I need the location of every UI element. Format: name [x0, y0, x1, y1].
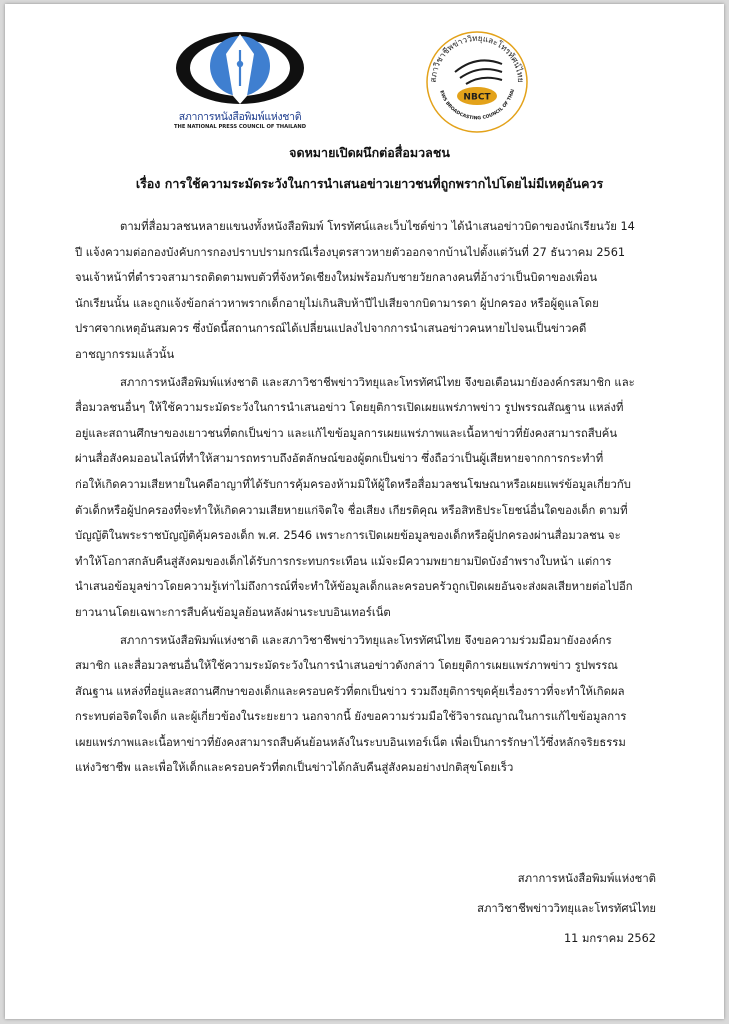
text-line: ปราศจากเหตุอันสมควร ซึ่งบัดนี้สถานการณ์ได้เปลี่ยนแปลงไปจากการนำเสนอข่าวคนหายไปจนเป็นข่าวคดี	[75, 322, 587, 336]
text-line: ยาวนานโดยเฉพาะการสืบค้นข้อมูลย้อนหลังผ่านระบบอินเทอร์เน็ต	[75, 605, 391, 619]
text-line: อาชญากรรมแล้วนั้น	[75, 347, 175, 361]
letter-body	[75, 214, 667, 781]
paragraph-1	[75, 214, 667, 368]
press-council-name-th: สภาการหนังสือพิมพ์แห่งชาติ	[178, 111, 302, 123]
press-council-logo	[170, 26, 310, 138]
eye-pen-emblem	[170, 26, 310, 108]
nbct-arc-en: EWS BROADCASTING COUNCIL OF THAI	[438, 88, 517, 122]
text-line: ตามที่สื่อมวลชนหลายแขนงทั้งหนังสือพิมพ์ โทรทัศน์และเว็บไซต์ข่าว ได้นำเสนอข่าวบิดาของนักเรียนวัย 14	[120, 220, 635, 233]
signature-org-broadcast: สภาวิชาชีพข่าววิทยุและโทรทัศน์ไทย	[477, 902, 656, 915]
paragraph-2	[75, 370, 667, 626]
text-line: ตัวเด็กหรือผู้ปกครองที่จะทำให้เกิดความเสียหายแก่จิตใจ ชื่อเสียง เกียรติคุณ หรือสิทธิประโยชน์อื่นใดของเด็ก ตามที่	[75, 503, 628, 517]
press-council-name-en: THE NATIONAL PRESS COUNCIL OF THAILAND	[173, 124, 307, 130]
text-line: ผ่านสื่อสังคมออนไลน์ที่ทำให้สามารถทราบถึงอัตลักษณ์ของผู้ตกเป็นข่าว ซึ่งถือว่าเป็นผู้เสียหายจากการกระทำที่	[75, 452, 604, 466]
text-line: ก่อให้เกิดความเสียหายในคดีอาญาที่ได้รับการคุ้มครองห้ามมิให้ผู้ใดหรือสื่อมวลชนโฆษณาหรือเผยแพร่ข้อมูลเกี่ยวกับ	[75, 477, 631, 491]
text-line: นำเสนอข้อมูลข่าวโดยความรู้เท่าไม่ถึงการณ์ที่จะทำให้ข้อมูลเด็กและครอบครัวถูกเปิดเผยอันจะส่งผลเสียหายต่อไปอีก	[75, 580, 633, 594]
letter-heading	[5, 142, 729, 196]
nbct-logo	[422, 24, 532, 134]
text-line: สมาชิก และสื่อมวลชนอื่นให้ใช้ความระมัดระวังในการนำเสนอข่าวดังกล่าว โดยยุติการเผยแพร่ภาพข่าว รูปพรรณ	[75, 659, 618, 673]
signature-org-press: สภาการหนังสือพิมพ์แห่งชาติ	[517, 872, 656, 885]
text-line: นักเรียนนั้น และถูกแจ้งข้อกล่าวหาพรากเด็กอายุไม่เกินสิบห้าปีไปเสียจากบิดามารดา ผู้ปกครอง หรือผู้ดูแลโดย	[75, 296, 599, 310]
text-line: สภาการหนังสือพิมพ์แห่งชาติ และสภาวิชาชีพข่าววิทยุและโทรทัศน์ไทย จึงขอความร่วมมือมายังองค์กร	[120, 633, 612, 647]
letter-subject: เรื่อง การใช้ความระมัดระวังในการนำเสนอข่าวเยาวชนที่ถูกพรากไปโดยไม่มีเหตุอันควร	[135, 176, 604, 191]
text-line: สภาการหนังสือพิมพ์แห่งชาติ และสภาวิชาชีพข่าววิทยุและโทรทัศน์ไทย จึงขอเตือนมายังองค์กรสมาชิก และ	[120, 375, 635, 389]
text-line: บัญญัติในพระราชบัญญัติคุ้มครองเด็ก พ.ศ. 2546 เพราะการเปิดเผยข้อมูลของเด็กหรือผู้ปกครองผ่านสื่อมวลชน จะ	[75, 529, 621, 543]
text-line: ปี แจ้งความต่อกองบังคับการกองปราบปรามกรณีเรื่องบุตรสาวหายตัวออกจากบ้านไปตั้งแต่วันที่ 27 ธันวาคม 2561	[75, 245, 626, 259]
text-line: อยู่และสถานศึกษาของเยาวชนที่ตกเป็นข่าว และแก้ไขข้อมูลการเผยแพร่ภาพและเนื้อหาข่าวที่ยังคงสามารถสืบค้น	[75, 426, 618, 440]
text-line: สัณฐาน แหล่งที่อยู่และสถานศึกษาของเด็กและครอบครัวที่ตกเป็นข่าว รวมถึงยุติการขุดคุ้ยเรื่องราวที่จะทำให้เกิดผล	[75, 684, 625, 698]
document-page	[5, 4, 724, 1019]
text-line: กระทบต่อจิตใจเด็ก และผู้เกี่ยวข้องในระยะยาว นอกจากนี้ ยังขอความร่วมมือใช้วิจารณญาณในการแก้ไขข้อมูลการ	[75, 710, 627, 724]
nbct-emblem	[422, 24, 532, 134]
nbct-arc-th: สภาวิชาชีพข่าววิทยุและโทรทัศน์ไทย	[427, 32, 527, 83]
text-line: แห่งวิชาชีพ และเพื่อให้เด็กและครอบครัวที่ตกเป็นข่าวได้กลับคืนสู่สังคมอย่างปกติสุขโดยเร็ว	[75, 761, 514, 775]
text-line: สื่อมวลชนอื่นๆ ให้ใช้ความระมัดระวังในการนำเสนอข่าว โดยยุติการเปิดเผยแพร่ภาพข่าว รูปพรรณสัณฐาน แหล่งที่	[75, 401, 624, 415]
nbct-badge: NBCT	[463, 92, 491, 103]
text-line: เผยแพร่ภาพและเนื้อหาข่าวที่ยังคงสามารถสืบค้นย้อนหลังในระบบอินเทอร์เน็ต เพื่อเป็นการรักษาไว้ซึ่งหลักจริยธรรม	[75, 735, 626, 749]
paragraph-3	[75, 628, 667, 782]
signature-date: 11 มกราคม 2562	[563, 932, 656, 945]
signature-block	[356, 864, 656, 954]
text-line: จนเจ้าหน้าที่ตำรวจสามารถติดตามพบตัวที่จังหวัดเชียงใหม่พร้อมกับชายวัยกลางคนที่อ้างว่าเป็นบิดาของเพื่อน	[75, 271, 598, 285]
text-line: ทำให้โอกาสกลับคืนสู่สังคมของเด็กได้รับการกระทบกระเทือน แม้จะมีความพยายามปิดบังอำพรางใบหน้า แต่การ	[75, 554, 612, 568]
letter-title: จดหมายเปิดผนึกต่อสื่อมวลชน	[289, 145, 450, 160]
